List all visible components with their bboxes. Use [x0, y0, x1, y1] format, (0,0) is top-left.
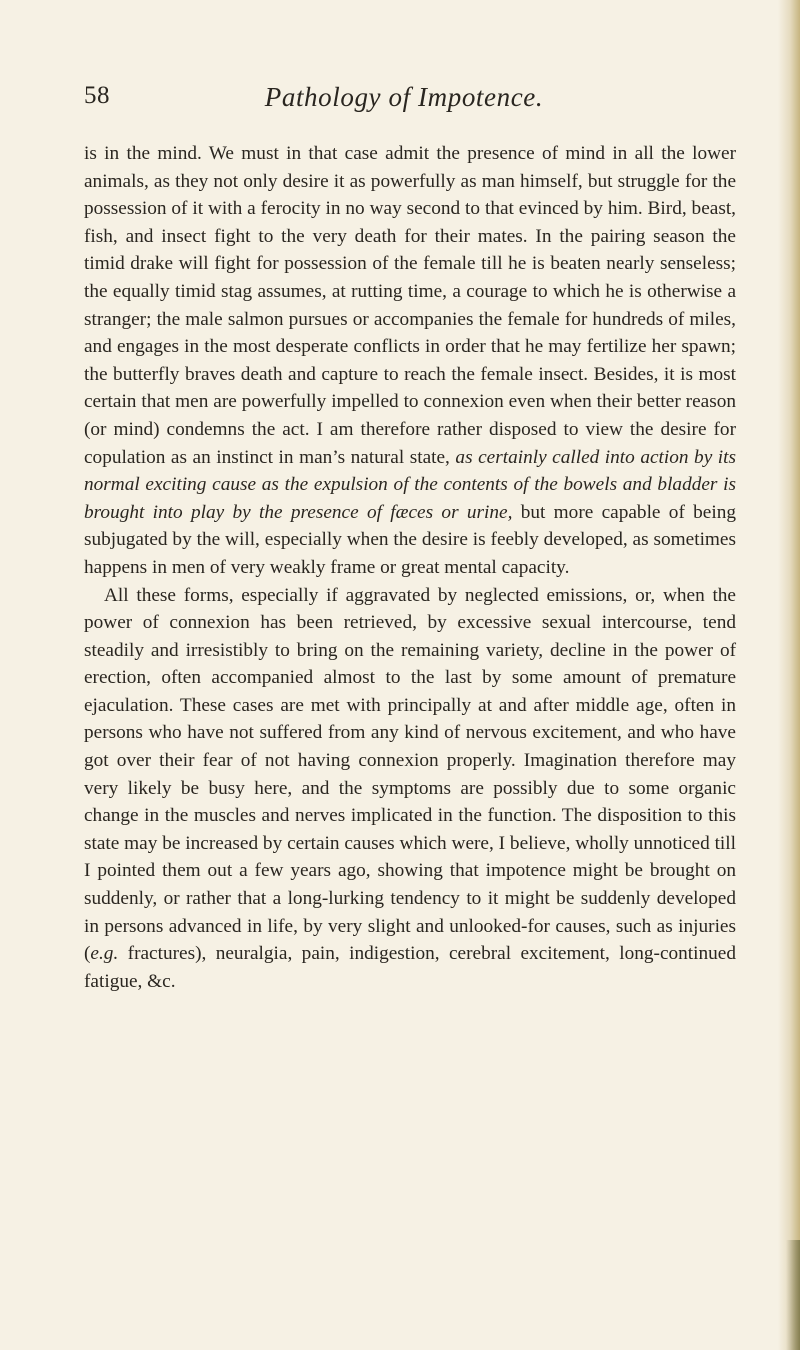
page-edge-shadow	[778, 0, 800, 1350]
running-title: Pathology of Impotence.	[264, 82, 544, 112]
text-run: All these forms, especially if aggravated by neglected emissions, or, when the power of connexion has been retrieved, by excessive sexual intercourse, tend steadily and irresistibly to bring on the remaining variety, decline in the power of erection, often accompanied almost to the last by some amount of premature ejaculation. These cases are met with principally at and after middle age, often in persons who have not suffered from any kind of nervous excitement, and who have got over their fear of not having connexion properly. Imagination therefore may very likely be busy here, and the symptoms are possibly due to some organic change in the muscles and nerves implicated in the function. The disposition to this state may be increased by certain causes which were, I believe, wholly unnoticed till I pointed them out a few years ago, showing that impotence might be brought on suddenly, or rather that a long-lurking tendency to it might be suddenly developed in persons advanced in life, by very slight and unlooked-for causes, such as injuries (	[84, 584, 736, 965]
italic-text-run: as certainly called into action by its normal exciting cause as the expulsion of the contents of the bowels and bladder is brought into play by the presence of fæces or urine,	[84, 446, 736, 523]
text-run: fractures), neuralgia, pain, indigestion, cerebral excitement, long-continued fatigue, &c.	[84, 943, 736, 992]
italic-text-run: e.g.	[90, 943, 119, 965]
page-number: 58	[84, 82, 110, 109]
page-edge-bottom-shadow	[786, 1240, 800, 1350]
paragraph	[84, 582, 736, 996]
body-text	[84, 140, 736, 995]
text-run: but more capable of being subjugated by the will, especially when the desire is feebly developed, as sometimes happens in men of very weakly frame or great mental capacity.	[84, 501, 737, 578]
text-run: is in the mind. We must in that case admit the presence of mind in all the lower animals, as they not only desire it as powerfully as man himself, but struggle for the possession of it with a ferocity in no way second to that evinced by him. Bird, beast, fish, and insect fight to the very death for their mates. In the pairing season the timid drake will fight for possession of the female till he is beaten nearly senseless; the equally timid stag assumes, at rutting time, a courage to which he is otherwise a stranger; the male salmon pursues or accompanies the female for hundreds of miles, and engages in the most desperate conflicts in order that he may fertilize her spawn; the butterfly braves death and capture to reach the female insect. Besides, it is most certain that men are powerfully impelled to connexion even when their better reason (or mind) condemns the act. I am therefore rather disposed to view the desire for copulation as an instinct in man’s natural state,	[84, 143, 736, 468]
page-header	[84, 82, 724, 122]
paragraph	[84, 140, 736, 582]
